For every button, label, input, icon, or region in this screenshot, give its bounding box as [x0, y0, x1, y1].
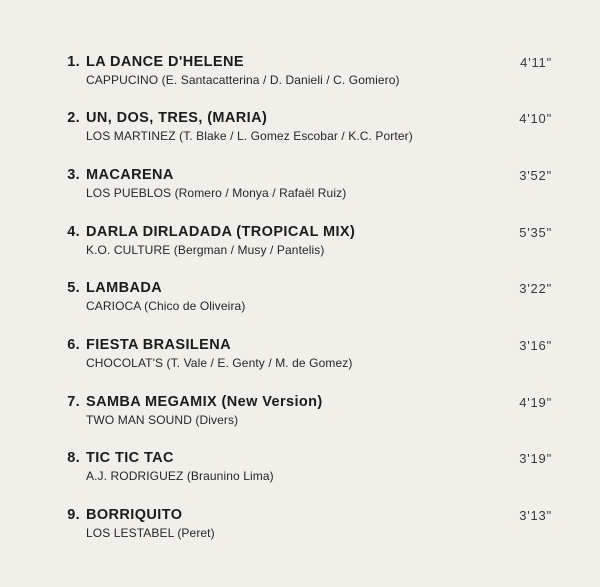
track-duration: 5'35" [519, 225, 552, 240]
track-number: 7. [67, 394, 80, 410]
track-number: 8. [67, 450, 80, 466]
track-credits: K.O. CULTURE (Bergman / Musy / Pantelis) [86, 243, 325, 257]
track-duration: 3'22" [519, 281, 552, 296]
track-item [0, 108, 600, 152]
track-title: DARLA DIRLADADA (TROPICAL MIX) [86, 224, 356, 240]
track-title: UN, DOS, TRES, (MARIA) [86, 110, 268, 126]
track-item [0, 335, 600, 379]
track-credits: LOS MARTINEZ (T. Blake / L. Gomez Escobar / K.C. Porter) [86, 129, 413, 143]
track-title: SAMBA MEGAMIX (New Version) [86, 394, 323, 410]
track-number: 4. [67, 224, 80, 240]
track-title: MACARENA [86, 167, 174, 183]
track-item [0, 505, 600, 549]
track-duration: 3'13" [519, 508, 552, 523]
track-number: 6. [67, 337, 80, 353]
track-credits: TWO MAN SOUND (Divers) [86, 413, 239, 427]
track-credits: A.J. RODRIGUEZ (Braunino Lima) [86, 469, 274, 483]
track-item [0, 52, 600, 96]
track-duration: 4'11" [520, 55, 552, 70]
track-duration: 3'52" [519, 168, 552, 183]
track-item [0, 222, 600, 266]
track-item [0, 448, 600, 492]
track-title: TIC TIC TAC [86, 450, 174, 466]
track-title: FIESTA BRASILENA [86, 337, 231, 353]
track-title: LAMBADA [86, 280, 163, 296]
track-title: BORRIQUITO [86, 507, 183, 523]
track-item [0, 392, 600, 436]
track-credits: CHOCOLAT'S (T. Vale / E. Genty / M. de Gomez) [86, 356, 353, 370]
track-item [0, 278, 600, 322]
track-number: 9. [67, 507, 80, 523]
track-item [0, 165, 600, 209]
track-duration: 3'19" [519, 451, 552, 466]
track-credits: LOS LESTABEL (Peret) [86, 526, 215, 540]
track-duration: 4'10" [519, 111, 552, 126]
track-credits: LOS PUEBLOS (Romero / Monya / Rafaël Ruiz) [86, 186, 347, 200]
track-duration: 4'19" [519, 395, 552, 410]
track-number: 1. [67, 54, 80, 70]
track-credits: CAPPUCINO (E. Santacatterina / D. Danieli / C. Gomiero) [86, 73, 400, 87]
track-number: 5. [67, 280, 80, 296]
track-title: LA DANCE D'HELENE [86, 54, 244, 70]
track-number: 2. [67, 110, 80, 126]
track-duration: 3'16" [519, 338, 552, 353]
track-number: 3. [67, 167, 80, 183]
track-credits: CARIOCA (Chico de Oliveira) [86, 299, 246, 313]
